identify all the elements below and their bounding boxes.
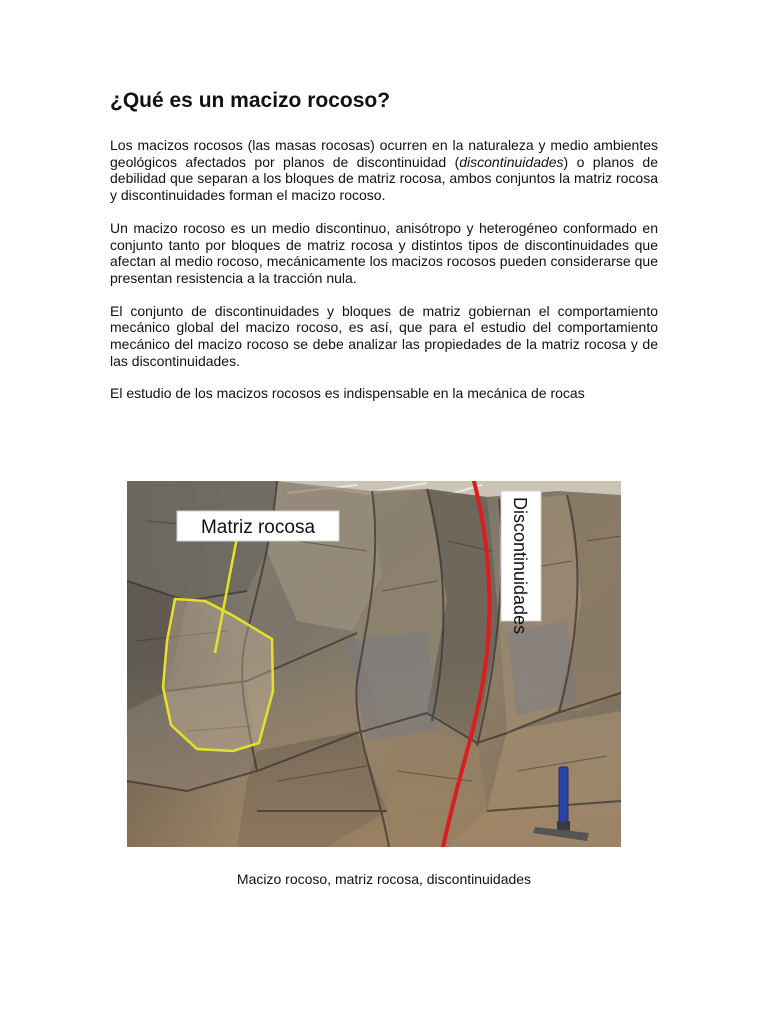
text-run: Un macizo rocoso es un medio discontinuo, anisótropo y heterogéneo conformado en conjunto tanto por bloques de matriz rocosa y distintos tipos de discontinuidades que afectan al medio rocoso, mecánicamente los macizos rocosos pueden considerarse que presentan resistencia a la tracción nula.: [110, 219, 658, 286]
figure-caption: Macizo rocoso, matriz rocosa, discontinuidades: [236, 871, 532, 887]
body-text: [110, 137, 658, 418]
italic-term: discontinuidades: [459, 153, 564, 170]
paragraph-2: [110, 220, 658, 287]
matrix-label: Matriz rocosa: [200, 517, 316, 538]
paragraph-1: [110, 137, 658, 204]
text-run: ) o planos de debilidad que separan a los bloques de matriz rocosa, ambos conjuntos la matriz rocosa y discontinuidades forman el macizo rocoso.: [110, 153, 659, 204]
text-run: Los macizos rocosos (las masas rocosas) ocurren en la naturaleza y medio ambientes geológicos afectados por planos de discontinuidad (: [110, 137, 658, 170]
text-run: El estudio de los macizos rocosos es indispensable en la mecánica de rocas: [110, 385, 585, 402]
discontinuities-label: Discontinuidades: [510, 497, 530, 635]
paragraph-4: [110, 385, 658, 402]
text-run: El conjunto de discontinuidades y bloques de matriz gobiernan el comportamiento mecánico global del macizo rocoso, es así, que para el estudio del comportamiento mecánico del macizo rocoso se debe analizar las propiedades de la matriz rocosa y de las discontinuidades.: [110, 302, 658, 369]
paragraph-3: [110, 303, 658, 370]
rock-mass-photo: [127, 481, 621, 847]
page-title: ¿Qué es un macizo rocoso?: [110, 89, 391, 112]
